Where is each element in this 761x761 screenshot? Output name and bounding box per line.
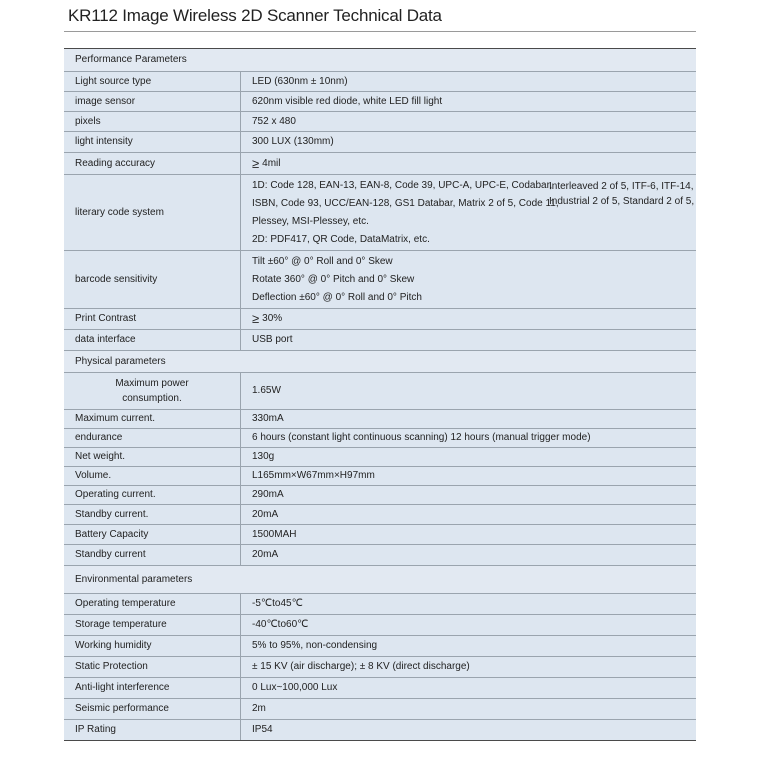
row-value: ± 15 KV (air discharge); ± 8 KV (direct discharge) — [252, 661, 470, 672]
value-line: Rotate 360° @ 0° Pitch and 0° Skew — [252, 273, 415, 285]
row-label: Operating current. — [64, 486, 241, 504]
value-line: 2D: PDF417, QR Code, DataMatrix, etc. — [252, 233, 430, 245]
table-row — [64, 175, 696, 251]
greater-equal-symbol: ≥ — [252, 155, 260, 171]
row-label: image sensor — [64, 92, 241, 111]
table-row — [64, 467, 696, 486]
row-value: 20mA — [252, 508, 279, 520]
section-label: Performance Parameters — [75, 54, 187, 65]
row-value: 0 Lux~100,000 Lux — [252, 682, 338, 693]
section-header-performance — [64, 49, 696, 72]
row-label: Volume. — [64, 467, 241, 485]
table-row — [64, 373, 696, 410]
table-row — [64, 678, 696, 699]
row-value — [242, 309, 696, 329]
row-label: Working humidity — [64, 636, 241, 656]
row-label — [64, 373, 241, 409]
value-line: 1D: Code 128, EAN-13, EAN-8, Code 39, UPC-A, UPC-E, Codabar, — [252, 179, 553, 191]
section-header-environmental — [64, 566, 696, 594]
row-label: Storage temperature — [64, 615, 241, 635]
row-value: -5℃to45℃ — [252, 598, 303, 609]
table-row — [64, 429, 696, 448]
value-line: ISBN, Code 93, UCC/EAN-128, GS1 Databar, Matrix 2 of 5, Code 11, — [252, 197, 559, 209]
table-row — [64, 309, 696, 330]
table-row — [64, 330, 696, 351]
title-divider — [64, 31, 696, 32]
row-label: endurance — [64, 429, 241, 447]
row-label: barcode sensitivity — [64, 251, 241, 308]
table-row — [64, 525, 696, 545]
table-row — [64, 153, 696, 175]
table-row — [64, 72, 696, 92]
row-value: L165mm×W67mm×H97mm — [252, 470, 375, 481]
spec-table — [64, 48, 696, 741]
row-value: 20mA — [252, 549, 279, 560]
row-value — [242, 251, 696, 308]
row-label: IP Rating — [64, 720, 241, 740]
table-row — [64, 636, 696, 657]
table-row — [64, 545, 696, 566]
value-text: 30% — [262, 313, 283, 324]
table-row — [64, 657, 696, 678]
table-row — [64, 251, 696, 309]
row-value: 5% to 95%, non-condensing — [252, 640, 378, 651]
value-line: Deflection ±60° @ 0° Roll and 0° Pitch — [252, 291, 422, 303]
row-label: Standby current — [64, 545, 241, 565]
row-value: 300 LUX (130mm) — [252, 136, 334, 147]
row-label: Anti-light interference — [64, 678, 241, 698]
row-label: Standby current. — [64, 505, 241, 524]
row-label: pixels — [64, 112, 241, 131]
row-value: USB port — [252, 334, 293, 345]
table-row — [64, 112, 696, 132]
section-label: Physical parameters — [75, 355, 166, 367]
row-value: 620nm visible red diode, white LED fill light — [252, 95, 443, 107]
row-value: 290mA — [252, 489, 284, 500]
page-title: KR112 Image Wireless 2D Scanner Technical Data — [68, 6, 442, 25]
value-line: Tilt ±60° @ 0° Roll and 0° Skew — [252, 255, 393, 267]
row-label: Reading accuracy — [64, 153, 241, 174]
row-label: Net weight. — [64, 448, 241, 466]
row-value: 752 x 480 — [252, 115, 296, 127]
row-label: Battery Capacity — [64, 525, 241, 544]
row-label: data interface — [64, 330, 241, 350]
row-label: Operating temperature — [64, 594, 241, 614]
row-value: LED (630nm ± 10nm) — [252, 75, 348, 87]
table-row — [64, 92, 696, 112]
section-label: Environmental parameters — [75, 573, 193, 585]
value-line: Plessey, MSI-Plessey, etc. — [252, 215, 369, 227]
table-row — [64, 132, 696, 153]
table-row — [64, 615, 696, 636]
table-row — [64, 699, 696, 720]
row-label: literary code system — [64, 175, 241, 250]
table-row — [64, 448, 696, 467]
row-label: Maximum current. — [64, 410, 241, 428]
row-value: IP54 — [252, 724, 273, 735]
row-value: 6 hours (constant light continuous scanning) 12 hours (manual trigger mode) — [252, 432, 591, 443]
row-value: 330mA — [252, 413, 284, 424]
row-value: -40℃to60℃ — [252, 619, 309, 630]
value-line: Industrial 2 of 5, Standard 2 of 5, — [549, 196, 695, 207]
row-value: 2m — [252, 703, 266, 714]
label-line: Maximum power — [115, 378, 189, 389]
table-row — [64, 594, 696, 615]
value-line: Interleaved 2 of 5, ITF-6, ITF-14, — [549, 181, 694, 192]
row-label: Seismic performance — [64, 699, 241, 719]
row-value — [242, 153, 696, 174]
greater-equal-symbol: ≥ — [252, 311, 260, 326]
table-row — [64, 486, 696, 505]
table-row — [64, 410, 696, 429]
table-row — [64, 720, 696, 740]
row-value: 130g — [252, 451, 275, 462]
label-line: consumption. — [122, 393, 182, 404]
value-text: 4mil — [262, 157, 281, 169]
row-value: 1500MAH — [252, 528, 297, 540]
code-system-overflow-text — [549, 179, 694, 209]
row-label: light intensity — [64, 132, 241, 152]
table-row — [64, 505, 696, 525]
row-label: Print Contrast — [64, 309, 241, 329]
row-value: 1.65W — [252, 385, 281, 396]
row-label: Light source type — [64, 72, 241, 91]
section-header-physical — [64, 351, 696, 373]
row-label: Static Protection — [64, 657, 241, 677]
